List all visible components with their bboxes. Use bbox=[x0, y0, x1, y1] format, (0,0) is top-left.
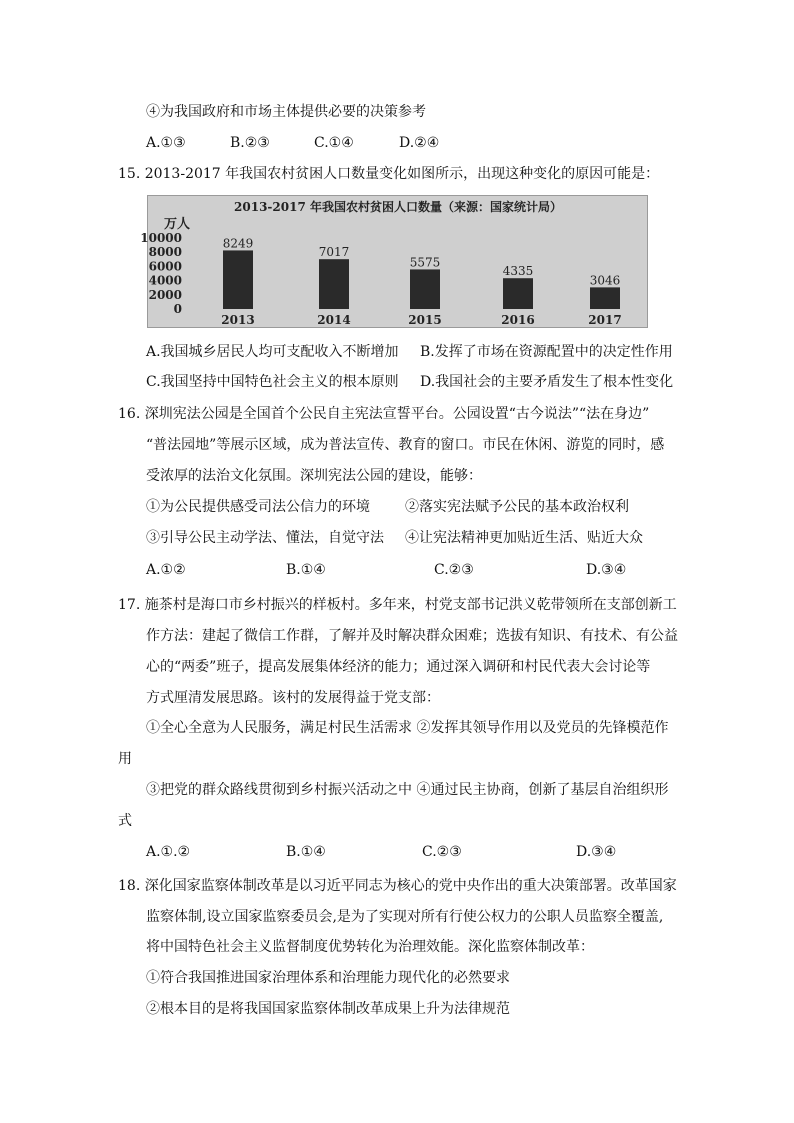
q15-option-d: D.我国社会的主要矛盾发生了根本性变化 bbox=[420, 374, 674, 390]
x-tick-label-2013: 2013 bbox=[221, 313, 255, 327]
q16-choices bbox=[146, 560, 646, 580]
q17-stem-line-2: 作方法：建起了微信工作群，了解并及时解决群众困难；选拔有知识、有技术、有公益 bbox=[146, 628, 678, 644]
q16-choice-c: C.②③ bbox=[434, 562, 474, 578]
bar-2014 bbox=[319, 259, 349, 309]
y-tick-label: 2000 bbox=[148, 287, 182, 302]
bar-2017 bbox=[590, 287, 620, 309]
bar-2015 bbox=[410, 269, 440, 309]
data-label-2016: 4335 bbox=[502, 264, 534, 279]
data-label-2013: 8249 bbox=[222, 236, 254, 251]
q14-choice-b: B.②③ bbox=[230, 135, 270, 151]
q14-choice-a: A.①③ bbox=[146, 135, 186, 151]
y-tick-label: 8000 bbox=[148, 245, 182, 260]
chart-y-unit: 万人 bbox=[164, 217, 191, 232]
y-tick-label: 6000 bbox=[148, 259, 182, 274]
q18-stem-line-2: 监察体制,设立国家监察委员会,是为了实现对所有行使公权力的公职人员监察全覆盖, bbox=[146, 909, 664, 925]
q17-choice-c: C.②③ bbox=[422, 844, 462, 860]
bar-2016 bbox=[503, 278, 533, 309]
y-tick-label: 0 bbox=[173, 302, 182, 316]
q17-stem-line-1: 17. 施茶村是海口市乡村振兴的样板村。多年来，村党支部书记洪义乾带领所在支部创新工 bbox=[118, 597, 677, 613]
q17-statement-wrap-1: 用 bbox=[118, 751, 132, 767]
x-tick-label-2014: 2014 bbox=[317, 313, 351, 327]
data-label-2017: 3046 bbox=[589, 273, 621, 288]
q16-statement-2: ②落实宪法赋予公民的基本政治权利 bbox=[405, 499, 629, 515]
q15-option-c: C.我国坚持中国特色社会主义的根本原则 bbox=[146, 374, 399, 390]
q17-statement-wrap-2: 式 bbox=[118, 813, 132, 829]
q17-stem-line-4: 方式厘清发展思路。该村的发展得益于党支部： bbox=[146, 690, 440, 706]
y-tick-label: 4000 bbox=[148, 273, 182, 288]
poverty-chart-svg bbox=[140, 196, 649, 329]
q18-stem-line-3: 将中国特色社会主义监督制度优势转化为治理效能。深化监察体制改革： bbox=[146, 939, 594, 955]
q15-option-b: B.发挥了市场在资源配置中的决定性作用 bbox=[420, 344, 673, 360]
q16-choice-b: B.①④ bbox=[286, 562, 326, 578]
q18-statement-1: ①符合我国推进国家治理体系和治理能力现代化的必然要求 bbox=[146, 970, 510, 986]
q18-statement-2: ②根本目的是将我国国家监察体制改革成果上升为法律规范 bbox=[146, 1001, 510, 1017]
q16-statement-1: ①为公民提供感受司法公信力的环境 bbox=[146, 499, 370, 515]
q16-choice-a: A.①② bbox=[146, 562, 186, 578]
q16-statement-4: ④让宪法精神更加贴近生活、贴近大众 bbox=[405, 530, 643, 546]
q15-stem: 15. 2013-2017 年我国农村贫困人口数量变化如图所示，出现这种变化的原因可能是： bbox=[118, 166, 660, 182]
bar-2013 bbox=[223, 250, 253, 309]
q17-choice-b: B.①④ bbox=[286, 844, 326, 860]
q17-choice-a: A.①.② bbox=[146, 844, 191, 860]
q17-statement-1-2: ①全心全意为人民服务，满足村民生活需求 ②发挥其领导作用以及党员的先锋模范作 bbox=[146, 720, 669, 736]
x-tick-label-2017: 2017 bbox=[588, 313, 622, 327]
q18-stem-line-1: 18. 深化国家监察体制改革是以习近平同志为核心的党中央作出的重大决策部署。改革国家 bbox=[118, 878, 677, 894]
q14-choices bbox=[146, 133, 646, 153]
q16-choice-d: D.③④ bbox=[586, 562, 627, 578]
q16-stem-line-3: 受浓厚的法治文化氛围。深圳宪法公园的建设，能够： bbox=[146, 468, 482, 484]
data-label-2015: 5575 bbox=[409, 255, 441, 270]
q16-stem-line-2: “普法园地”等展示区域，成为普法宣传、教育的窗口。市民在休闲、游览的同时，感 bbox=[146, 437, 665, 453]
q14-choice-d: D.②④ bbox=[399, 135, 440, 151]
q15-option-a: A.我国城乡居民人均可支配收入不断增加 bbox=[146, 344, 399, 360]
q16-statement-3: ③引导公民主动学法、懂法，自觉守法 bbox=[146, 530, 384, 546]
poverty-chart bbox=[140, 195, 648, 328]
chart-title: 2013-2017 年我国农村贫困人口数量（来源：国家统计局） bbox=[234, 200, 562, 214]
data-label-2014: 7017 bbox=[318, 245, 350, 260]
q17-choice-d: D.③④ bbox=[576, 844, 617, 860]
q14-option-4: ④为我国政府和市场主体提供必要的决策参考 bbox=[146, 104, 426, 120]
q16-stem-line-1: 16. 深圳宪法公园是全国首个公民自主宪法宣誓平台。公园设置“古今说法”“法在身边” bbox=[118, 406, 650, 422]
x-tick-label-2016: 2016 bbox=[501, 313, 535, 327]
q17-stem-line-3: 心的“两委”班子，提高发展集体经济的能力；通过深入调研和村民代表大会讨论等 bbox=[146, 659, 651, 675]
x-tick-label-2015: 2015 bbox=[408, 313, 442, 327]
y-tick-label: 10000 bbox=[140, 231, 182, 245]
q14-choice-c: C.①④ bbox=[314, 135, 354, 151]
q17-choices bbox=[146, 842, 646, 862]
q17-statement-3-4: ③把党的群众路线贯彻到乡村振兴活动之中 ④通过民主协商，创新了基层自治组织形 bbox=[146, 782, 669, 798]
